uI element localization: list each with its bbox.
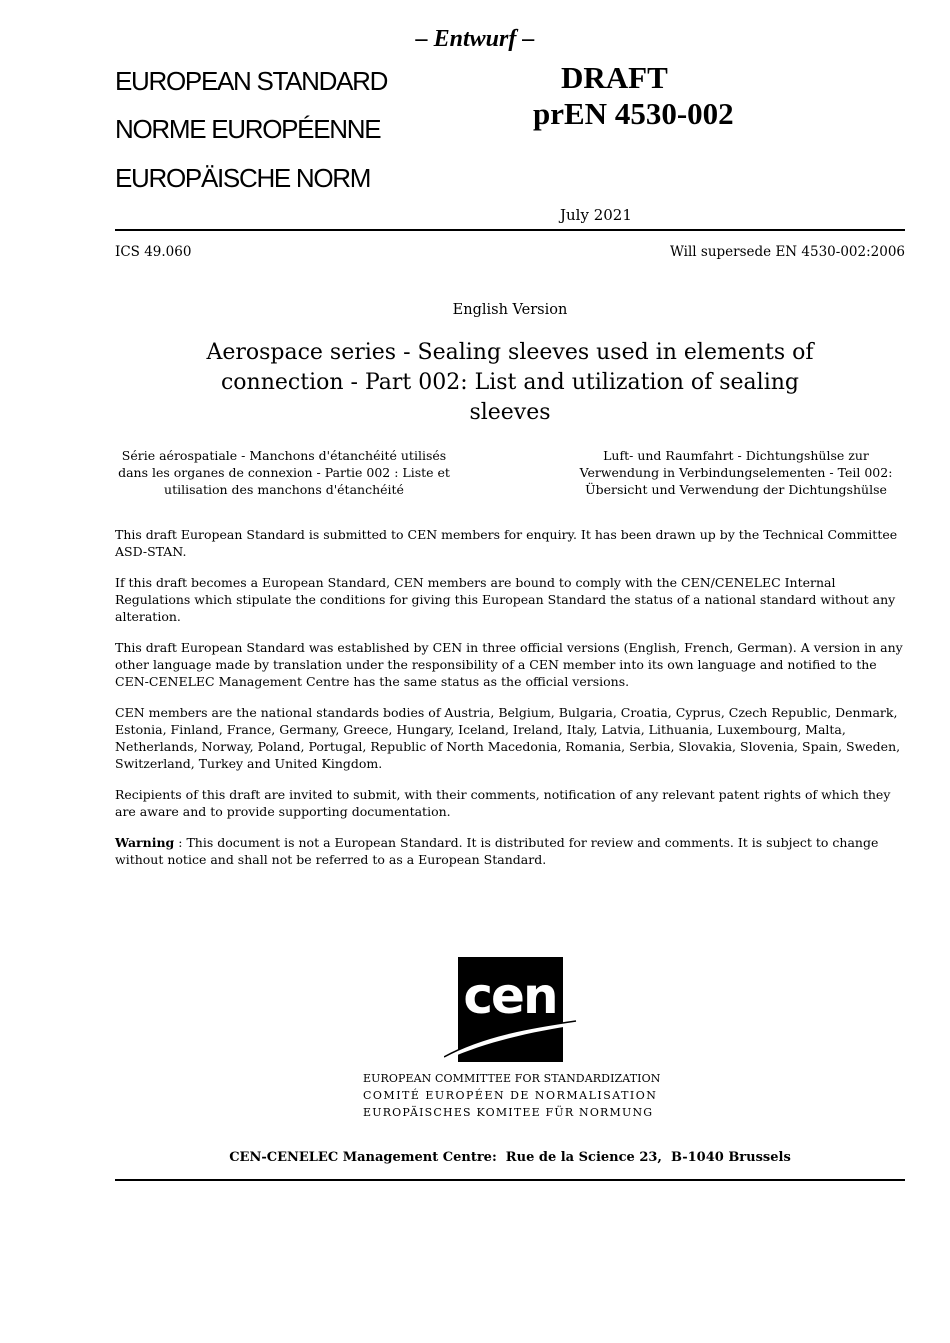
body-text bbox=[115, 526, 907, 882]
warning-text: : This document is not a European Standard. It is distributed for review and comments. It is subject to change without notice and shall not be referred to as a European Standard. bbox=[115, 835, 879, 867]
committee-name-fr: COMITÉ EUROPÉEN DE NORMALISATION bbox=[363, 1089, 658, 1102]
warning-label: Warning bbox=[115, 835, 175, 850]
header-divider bbox=[115, 229, 905, 231]
committee-name-de: EUROPÄISCHES KOMITEE FÜR NORMUNG bbox=[363, 1106, 654, 1119]
draft-label: DRAFT bbox=[561, 60, 668, 95]
publication-date: July 2021 bbox=[560, 206, 632, 224]
supersede-note: Will supersede EN 4530-002:2006 bbox=[670, 244, 905, 260]
footer-divider bbox=[115, 1179, 905, 1181]
patents-paragraph: Recipients of this draft are invited to submit, with their comments, notification of any relevant patent rights of which they are aware and to provide supporting documentation. bbox=[115, 787, 891, 819]
enquiry-paragraph: This draft European Standard is submitted to CEN members for enquiry. It has been drawn up by the Technical Committee ASD-STAN. bbox=[115, 527, 898, 559]
ics-code: ICS 49.060 bbox=[115, 244, 192, 260]
cen-logo-icon bbox=[444, 957, 578, 1065]
title-german: Luft- und Raumfahrt - Dichtungshülse zur Verwendung in Verbindungselementen - Teil 002: Übersicht und Verwendung der Dichtungshülse bbox=[579, 448, 893, 497]
title-french: Série aérospatiale - Manchons d'étanchéité utilisés dans les organes de connexion - Partie 002 : Liste et utilisation des manchons d'étanchéité bbox=[118, 448, 450, 497]
language-version: English Version bbox=[452, 302, 568, 318]
versions-paragraph: This draft European Standard was established by CEN in three official versions (English, French, German). A version in any other language made by translation under the responsibility of a CEN member into its own language and notified to the CEN-CENELEC Management Centre has the same status as the official versions. bbox=[115, 640, 903, 689]
cen-logo-text: cen bbox=[463, 967, 557, 1025]
compliance-paragraph: If this draft becomes a European Standard, CEN members are bound to comply with the CEN/CENELEC Internal Regulations which stipulate the conditions for giving this European Standard the status of a national standard without any alteration. bbox=[115, 575, 896, 624]
warning-paragraph bbox=[115, 834, 907, 868]
standard-label-en: EUROPEAN STANDARD bbox=[115, 66, 388, 96]
document-number: prEN 4530-002 bbox=[533, 96, 734, 131]
standard-label-fr: NORME EUROPÉENNE bbox=[115, 114, 381, 144]
members-paragraph: CEN members are the national standards bodies of Austria, Belgium, Bulgaria, Croatia, Cyprus, Czech Republic, Denmark, Estonia, Finland, France, Germany, Greece, Hungary, Iceland, Ireland, Italy, Latvia, Lithuania, Luxembourg, Malta, Netherlands, Norway, Poland, Portugal, Republic of North Macedonia, Romania, Serbia, Slovakia, Slovenia, Spain, Sweden, Switzerland, Turkey and United Kingdom. bbox=[115, 705, 901, 771]
draft-marker: – Entwurf – bbox=[415, 26, 535, 52]
document-title: Aerospace series - Sealing sleeves used in elements of connection - Part 002: List and utilization of sealing sleeves bbox=[206, 340, 814, 425]
management-centre-address: CEN-CENELEC Management Centre: Rue de la Science 23, B-1040 Brussels bbox=[229, 1150, 791, 1165]
committee-name-en: EUROPEAN COMMITTEE FOR STANDARDIZATION bbox=[363, 1072, 661, 1085]
standard-label-de: EUROPÄISCHE NORM bbox=[115, 163, 371, 193]
